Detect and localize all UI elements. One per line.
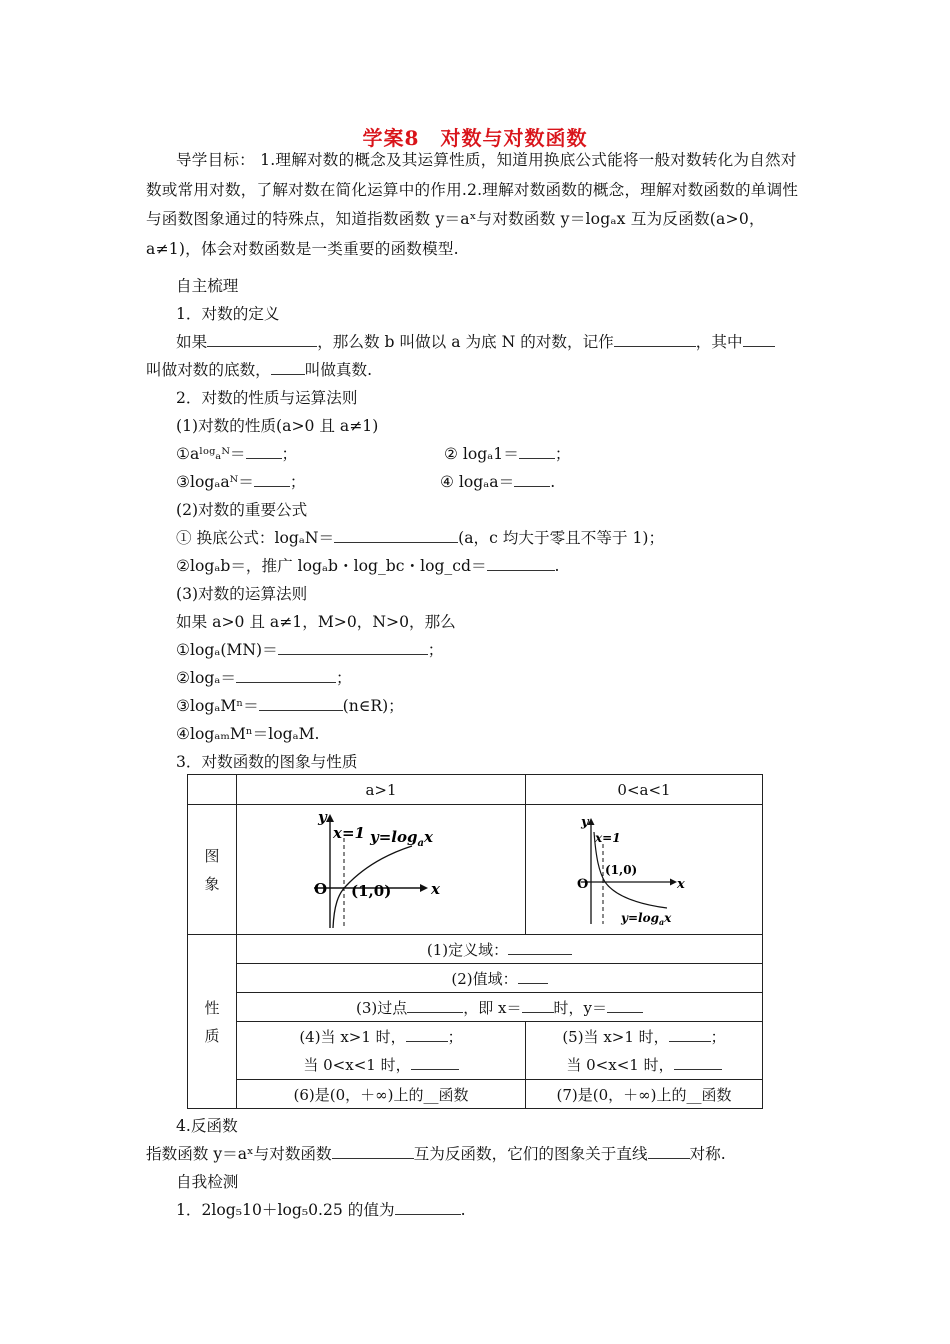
subheading: (3)对数的运算法则 — [176, 585, 308, 603]
text: x — [664, 910, 672, 925]
text: ②logₐb＝，推广 logₐb・log_bc・log_cd＝ — [176, 557, 487, 575]
y-arrow — [326, 814, 334, 822]
formula-line: ①logₐ(MN)＝ ； — [176, 641, 444, 659]
heading-1: 1．对数的定义 — [176, 305, 280, 323]
text: (a，c 均大于零且不等于 1)； — [458, 529, 665, 547]
blank — [522, 997, 554, 1013]
blank — [259, 695, 343, 711]
text — [237, 1051, 525, 1079]
text: 时，y＝ — [553, 998, 607, 1017]
blank — [607, 997, 643, 1013]
blank — [518, 968, 548, 984]
text: (5)当 x>1 时， — [562, 1027, 669, 1046]
prop-domain — [237, 935, 763, 964]
formula-line: ④ logₐa＝ . — [440, 473, 556, 491]
text: a — [658, 916, 665, 927]
text: ，其中 — [695, 333, 743, 351]
row-label-graph — [188, 805, 237, 935]
blank — [278, 639, 428, 655]
blank — [514, 471, 550, 487]
formula-line: ④logₐₘMⁿ＝logₐM. — [176, 725, 320, 743]
blank — [614, 331, 696, 347]
formula-line: ③logₐaᴺ＝ ； — [176, 473, 306, 491]
prop-monotonic-a-lt-1: (7)是(0，＋∞)上的__函数 — [526, 1080, 763, 1109]
subheading: (2)对数的重要公式 — [176, 501, 308, 519]
blank — [648, 1143, 690, 1159]
blank — [508, 939, 572, 955]
prop-sign-a-lt-1 — [526, 1022, 763, 1080]
blank — [407, 997, 463, 1013]
y-axis-label: y — [581, 814, 589, 830]
prop-range — [237, 964, 763, 993]
x-axis-label: x — [431, 879, 440, 898]
text: (4)当 x>1 时， ； — [299, 1027, 463, 1046]
prop-fixed-point — [237, 993, 763, 1022]
text: 对称. — [689, 1145, 726, 1163]
definition-line-2 — [146, 358, 372, 380]
text: 图 象 — [204, 846, 220, 893]
corner-cell — [188, 775, 237, 805]
text: (2)值域： — [451, 969, 518, 988]
text: 互为反函数，它们的图象关于直线 — [413, 1145, 648, 1163]
text: ④ logₐa＝ — [440, 473, 515, 491]
formula-line: ②logₐ＝ ； — [176, 669, 352, 687]
log-graph-increasing — [306, 808, 456, 932]
blank — [406, 1026, 448, 1042]
asymptote-label: x=1 — [595, 830, 621, 845]
text: 叫做真数. — [304, 361, 373, 379]
graph-a-lt-1 — [526, 805, 763, 935]
x-arrow — [420, 884, 428, 892]
origin-label: O — [314, 879, 328, 898]
text: ①logₐ(MN)＝ — [176, 641, 278, 659]
text: y=log — [370, 827, 418, 846]
blank — [271, 359, 305, 375]
x-axis-label: x — [677, 876, 685, 892]
formula-line: ② logₐ1＝ ； — [444, 445, 571, 463]
blank — [487, 555, 555, 571]
formula-line — [176, 526, 664, 548]
text: (5)当 x>1 时， ； — [562, 1027, 726, 1046]
blank — [743, 331, 775, 347]
section-heading: 自主梳理 — [176, 277, 239, 295]
condition-line: 如果 a>0 且 a≠1，M>0，N>0，那么 — [176, 613, 456, 631]
blank — [246, 443, 282, 459]
header-a-gt-1: a>1 — [237, 775, 526, 805]
definition-line — [176, 330, 775, 352]
text: ②logₐ＝ — [176, 669, 236, 687]
text: ③logₐaᴺ＝ — [176, 473, 254, 491]
blank — [519, 443, 555, 459]
blank — [207, 331, 317, 347]
curve-label — [369, 828, 434, 849]
text: 当 0<x<1 时， — [303, 1055, 411, 1074]
text: y=log — [621, 910, 659, 925]
graph-a-gt-1 — [237, 805, 526, 935]
text: (n∈R)； — [342, 697, 404, 715]
curve-label — [620, 911, 672, 927]
log-function-table — [187, 774, 763, 1109]
heading-3: 3．对数函数的图象与性质 — [176, 753, 358, 771]
text — [526, 1051, 762, 1079]
text: ，即 x＝ — [463, 998, 522, 1017]
blank — [674, 1054, 722, 1070]
text: 1．2log₅10＋log₅0.25 的值为 — [176, 1201, 395, 1219]
text: 性 质 — [204, 998, 220, 1045]
text: a — [417, 837, 424, 849]
text: ，那么数 b 叫做以 a 为底 N 的对数，记作 — [317, 333, 614, 351]
blank — [669, 1026, 711, 1042]
x-arrow — [670, 878, 677, 885]
text: x — [423, 827, 433, 846]
text: (1)定义域： — [426, 940, 509, 959]
prop-sign-a-gt-1 — [237, 1022, 526, 1080]
text: 当 0<x<1 时， — [566, 1055, 674, 1074]
page-title: 学案8 对数与对数函数 — [362, 126, 588, 150]
blank — [411, 1054, 459, 1070]
formula-line — [176, 694, 404, 716]
formula-line: ①aˡᵒᵍₐᴺ＝ ； — [176, 445, 298, 463]
learning-objectives: 导学目标： 1.理解对数的概念及其运算性质，知道用换底公式能将一般对数转化为自然对数或常用对数，了解对数在简化运算中的作用.2.理解对数函数的概念，理解对数函数的单调性与函数图象通过的特殊点，知道指数函数 y＝aˣ与对数函数 y＝logₐx 互为反函数(a>0，a≠1)，体会对数函数是一类重要的函数模型. — [146, 151, 799, 258]
blank — [236, 667, 336, 683]
text: ① 换底公式：logₐN＝ — [176, 529, 335, 547]
row-label-properties — [188, 935, 237, 1109]
subheading: (1)对数的性质(a>0 且 a≠1) — [176, 417, 379, 435]
text: ② logₐ1＝ — [444, 445, 519, 463]
heading-4: 4.反函数 — [176, 1117, 238, 1135]
text: ③logₐMⁿ＝ — [176, 697, 259, 715]
text: (3)过点 — [356, 998, 408, 1017]
formula-line: ②logₐb＝，推广 logₐb・log_bc・log_cd＝ . — [176, 557, 560, 575]
blank — [254, 471, 290, 487]
asymptote-label: x=1 — [333, 823, 365, 842]
question-1 — [176, 1198, 466, 1220]
text: 如果 — [176, 333, 208, 351]
point-label: (1,0) — [351, 881, 392, 900]
prop-monotonic-a-gt-1: (6)是(0，＋∞)上的__函数 — [237, 1080, 526, 1109]
section-heading: 自我检测 — [176, 1173, 239, 1191]
text: (4)当 x>1 时， — [299, 1027, 406, 1046]
blank — [332, 1143, 414, 1159]
log-graph-decreasing — [569, 808, 719, 932]
point-label: (1,0) — [605, 862, 638, 877]
inverse-line — [146, 1142, 726, 1164]
header-a-lt-1: 0<a<1 — [526, 775, 763, 805]
blank — [334, 527, 458, 543]
text: 叫做对数的底数， — [146, 361, 271, 379]
heading-2: 2．对数的性质与运算法则 — [176, 389, 358, 407]
y-axis-label: y — [318, 807, 327, 826]
text: 指数函数 y＝aˣ与对数函数 — [146, 1145, 332, 1163]
blank — [395, 1199, 461, 1215]
text: . — [460, 1201, 466, 1219]
text: ①aˡᵒᵍₐᴺ＝ — [176, 445, 246, 463]
origin-label: O — [577, 876, 589, 892]
